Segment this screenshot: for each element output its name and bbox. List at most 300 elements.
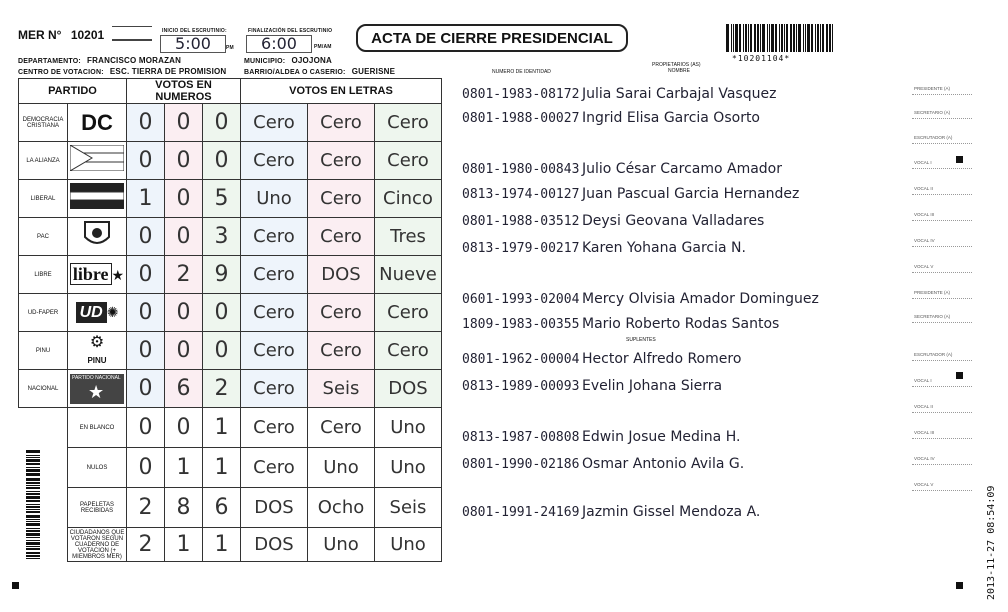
member-id: 0813-1989-00093 [462,379,580,394]
substitutes-signature-line [462,372,907,394]
municipality-label: MUNICIPIO: [244,58,286,65]
summary-digit: 0 [127,408,165,448]
barcode-bar [26,546,40,547]
barcode-bar [769,24,771,52]
party-name: LIBRE [19,256,68,294]
party-row [19,370,442,408]
member-name: Jazmin Gissel Mendoza A. [582,504,761,520]
barcode-bar [731,24,732,52]
role-line [912,298,972,299]
substitutes-signature-line [462,450,907,472]
end-time: 6:00 [246,35,312,53]
member-name: Julio César Carcamo Amador [582,161,782,177]
member-id: 0813-1979-00217 [462,241,580,256]
owners-signature-line [462,180,907,202]
barcode-bar [798,24,801,52]
party-row [19,332,442,370]
role-label: PRESIDENTE (A) [914,290,951,295]
barcode-bar [739,24,741,52]
role-line [912,246,972,247]
role-line [912,412,972,413]
vote-word: Cero [241,332,308,370]
member-id: 0801-1983-08172 [462,87,580,102]
owners-signature-line [462,104,907,126]
barcode-bar [735,24,738,52]
member-name: Karen Yohana Garcia N. [582,240,746,256]
barcode-bar [781,24,784,52]
summary-row [19,488,442,528]
member-name: Deysi Geovana Valladares [582,213,765,229]
summary-digit: 2 [127,488,165,528]
summary-word: Uno [375,528,442,562]
barcode-bar [790,24,793,52]
barcode-bar [26,515,40,518]
summary-word: Cero [241,408,308,448]
registration-mark [956,582,963,589]
vote-word: Tres [375,218,442,256]
liberal-flag-icon [70,183,124,209]
vote-word: Cero [241,256,308,294]
side-barcode [26,450,40,560]
summary-row [19,448,442,488]
vote-digit: 0 [203,294,241,332]
role-line [912,118,972,119]
summary-digit: 6 [203,488,241,528]
barcode-bar [754,24,757,52]
barcode-bar [26,540,40,541]
summary-word: DOS [241,528,308,562]
member-name: Evelin Johana Sierra [582,378,723,394]
barcode-bar [26,467,40,468]
member-name: Mercy Olvisia Amador Dominguez [582,291,819,307]
village-label: BARRIO/ALDEA O CASERIO: [244,69,346,76]
municipality-value: OJOJONA [291,56,332,65]
pinu-logo-text: PINU [87,355,107,365]
party-row [19,180,442,218]
vote-word: Cero [375,142,442,180]
vote-digit: 6 [165,370,203,408]
pac-shield-icon [82,219,112,249]
start-suffix: PM [226,45,234,51]
vote-digit: 0 [203,104,241,142]
registration-mark [956,156,963,163]
role-label: VOCAL V [914,264,934,269]
summary-digit: 1 [165,528,203,562]
role-line [912,168,972,169]
party-name: UD-FAPER [19,294,68,332]
summary-digit: 1 [203,528,241,562]
vote-word: Cero [375,294,442,332]
municipality-row [244,56,332,65]
barcode-text: *10201104* [732,54,791,63]
role-line [912,194,972,195]
vote-digit: 0 [127,332,165,370]
member-name: Ingrid Elisa Garcia Osorto [582,110,761,126]
center-label: CENTRO DE VOTACION: [18,69,104,76]
vote-digit: 0 [127,142,165,180]
role-label: VOCAL III [914,430,935,435]
vote-word: Cero [241,294,308,332]
role-line [912,490,972,491]
member-name: Juan Pascual Garcia Hernandez [582,186,800,202]
party-row [19,256,442,294]
barcode-bar [757,24,759,52]
center-row [18,67,226,76]
scan-timestamp: 2013-11-27 08:54:09 [986,485,997,600]
barcode-bar [762,24,765,52]
summary-word: Uno [375,448,442,488]
barcode-bar [26,478,40,481]
barcode-bar [26,528,40,529]
summary-digit: 8 [165,488,203,528]
barcode-bar [26,506,40,509]
mer-label-text: MER N° [18,28,62,42]
member-id: 0801-1990-02186 [462,457,580,472]
party-row [19,142,442,180]
party-row [19,294,442,332]
barcode-bar [779,24,780,52]
barcode-bar [26,533,40,536]
pinu-emblem-icon: ⚙ [89,333,105,351]
summary-word: Seis [375,488,442,528]
dc-logo-text: DC [81,109,113,135]
summary-digit: 1 [203,448,241,488]
owners-header: PROPIETARIOS (AS) [652,62,701,68]
summary-digit: 1 [203,408,241,448]
barcode-bar [26,474,40,476]
barcode-bar [26,487,40,490]
barcode-bar [26,496,40,499]
barcode-bar [767,24,768,52]
vote-word: Cero [375,104,442,142]
member-name: Edwin Josue Medina H. [582,429,741,445]
member-id: 0801-1988-03512 [462,214,580,229]
barcode-bar [815,24,816,52]
role-label: VOCAL II [914,404,933,409]
vote-digit: 0 [165,104,203,142]
role-line [912,272,972,273]
end-suffix: PM/AM [314,44,332,50]
barcode-bar [26,509,40,510]
barcode-bar [803,24,804,52]
barcode-bar [26,459,40,462]
summary-word: Ocho [308,488,375,528]
barcode-bar [26,500,40,502]
vote-digit: 0 [127,218,165,256]
party-name: DEMOCRACIA CRISTIANA [19,104,68,142]
barcode-bar [726,24,729,52]
role-line [912,360,972,361]
nacional-logo-text: PARTIDO NACIONAL [72,374,121,381]
barcode-bar [26,542,40,545]
member-name: Hector Alfredo Romero [582,351,742,367]
party-logo-icon [68,256,127,294]
barcode-bar [26,463,40,465]
star-icon: ★ [111,267,125,283]
vote-word: Cero [241,142,308,180]
vote-word: DOS [308,256,375,294]
summary-word: DOS [241,488,308,528]
barcode-bar [760,24,761,52]
substitutes-signature-line [462,498,907,520]
vote-word: Uno [241,180,308,218]
barcode-bar [822,24,824,52]
vote-digit: 2 [165,256,203,294]
barcode-bar [820,24,821,52]
registration-mark [12,582,19,589]
alianza-flag-icon [70,145,124,171]
votes-table-header [19,79,442,104]
role-label: VOCAL I [914,378,932,383]
document-title: ACTA DE CIERRE PRESIDENCIAL [356,24,628,52]
vote-word: Cero [308,218,375,256]
vote-digit: 0 [165,332,203,370]
barcode-bar [26,558,40,559]
vote-digit: 0 [165,142,203,180]
barcode-bar [750,24,752,52]
member-name: Osmar Antonio Avila G. [582,456,745,472]
barcode-bar [784,24,785,52]
barcode-bar [832,24,833,52]
member-id: 0801-1962-00004 [462,352,580,367]
party-row [19,218,442,256]
owners-signature-line [462,155,907,177]
owners-signature-line [462,80,907,102]
party-logo-icon [68,218,127,256]
vote-digit: 9 [203,256,241,294]
role-label: SECRETARIO (A) [914,314,951,319]
member-id: 0813-1974-00127 [462,187,580,202]
owners-signature-line [462,234,907,256]
vote-word: Cinco [375,180,442,218]
party-row [19,104,442,142]
party-logo-icon [68,142,127,180]
vote-word: Cero [241,370,308,408]
name-header: NOMBRE [668,68,690,74]
barcode-bar [745,24,748,52]
member-id: 0801-1980-00843 [462,162,580,177]
vote-word: Cero [241,218,308,256]
party-name: LIBERAL [19,180,68,218]
vote-digit: 0 [127,256,165,294]
vote-digit: 3 [203,218,241,256]
member-id: 0813-1987-00808 [462,430,580,445]
start-label: INICIO DEL ESCRUTINIO: [162,28,227,34]
member-name: Mario Roberto Rodas Santos [582,316,780,332]
barcode-bar [26,548,40,550]
vote-digit: 0 [165,180,203,218]
barcode-bar [829,24,831,52]
summary-row [19,528,442,562]
barcode-bar [826,24,829,52]
owners-signature-line [462,207,907,229]
ud-logo-text: UD [76,302,107,323]
barcode-bar [26,537,40,539]
cne-logo-icon [112,26,152,41]
vote-word: Cero [308,180,375,218]
vote-word: Cero [241,104,308,142]
summary-word: Cero [241,448,308,488]
end-label: FINALIZACIÓN DEL ESCRUTINIO [248,28,333,34]
vote-digit: 0 [127,370,165,408]
barcode-bar [733,24,735,52]
summary-row [19,408,442,448]
barcode-bar [26,493,40,495]
libre-logo-text: libre [70,263,112,285]
role-label: VOCAL III [914,212,935,217]
vote-digit: 0 [203,332,241,370]
barcode-bar [26,485,40,486]
role-label: VOCAL II [914,186,933,191]
party-logo-icon [68,294,127,332]
barcode-bar [775,24,777,52]
vote-digit: 2 [203,370,241,408]
member-id: 1809-1983-00355 [462,317,580,332]
barcode-bar [26,473,40,474]
sun-icon: ✺ [106,303,119,320]
role-line [912,94,972,95]
center-value: ESC. TIERRA DE PROMISION [109,67,227,76]
role-line [912,386,972,387]
vote-word: Cero [375,332,442,370]
member-name: Julia Sarai Carbajal Vasquez [582,86,777,102]
party-name: PAC [19,218,68,256]
barcode-bar [805,24,807,52]
summary-word: Cero [308,408,375,448]
substitutes-signature-line [462,423,907,445]
summary-digit: 0 [165,408,203,448]
role-label: VOCAL IV [914,238,935,243]
barcode-bar [26,530,40,532]
party-name: PINU [19,332,68,370]
mer-number: 10201 [70,28,105,42]
summary-word: Uno [308,448,375,488]
role-line [912,322,972,323]
role-label: PRESIDENTE (A) [914,86,951,91]
summary-digit: 0 [127,448,165,488]
barcode-bar [807,24,810,52]
summary-digit: 1 [165,448,203,488]
barcode-bar [748,24,749,52]
vote-digit: 0 [165,218,203,256]
barcode-bar [26,504,40,505]
nacional-flag-icon [70,374,124,404]
vote-digit: 0 [165,294,203,332]
summary-label: NULOS [68,448,127,488]
barcode-bar [26,457,40,459]
vote-word: Cero [308,294,375,332]
department-row [18,56,181,65]
party-logo-icon [68,370,127,408]
member-id: 0601-1993-02004 [462,292,580,307]
barcode-bar [26,523,40,526]
header-votes-numbers: VOTOS EN NUMEROS [127,79,241,104]
barcode-bar [26,455,40,456]
vote-digit: 0 [127,104,165,142]
summary-word: Uno [308,528,375,562]
village-row [244,67,395,76]
barcode-bar [26,482,40,484]
member-id: 0801-1988-00027 [462,111,580,126]
vote-digit: 0 [203,142,241,180]
role-label: VOCAL IV [914,456,935,461]
vote-digit: 0 [127,294,165,332]
vote-word: DOS [375,370,442,408]
barcode-bar [796,24,797,52]
star-icon: ★ [88,381,105,402]
village-value: GUERISNE [351,67,396,76]
barcode-bar [26,450,40,453]
role-line [912,143,972,144]
role-line [912,464,972,465]
header-barcode [726,24,834,52]
mer-label [18,28,104,42]
barcode-bar [26,555,40,557]
barcode-bar [786,24,788,52]
role-line [912,438,972,439]
department-label: DEPARTAMENTO: [18,58,81,65]
vote-word: Cero [308,104,375,142]
department-value: FRANCISCO MORAZAN [87,56,182,65]
barcode-bar [793,24,795,52]
barcode-bar [811,24,813,52]
substitutes-header: SUPLENTES [626,337,656,343]
summary-digit: 2 [127,528,165,562]
party-logo-icon [68,180,127,218]
party-name: NACIONAL [19,370,68,408]
barcode-bar [26,521,40,522]
role-label: VOCAL V [914,482,934,487]
substitutes-signature-line [462,345,907,367]
role-line [912,220,972,221]
role-label: VOCAL I [914,160,932,165]
vote-word: Seis [308,370,375,408]
vote-word: Cero [308,332,375,370]
barcode-bar [26,519,40,521]
start-time: 5:00 [160,35,226,53]
barcode-bar [26,511,40,513]
barcode-bar [26,469,40,472]
vote-digit: 5 [203,180,241,218]
header-votes-letters: VOTOS EN LETRAS [241,79,442,104]
summary-word: Uno [375,408,442,448]
summary-label: EN BLANCO [68,408,127,448]
vote-word: Nueve [375,256,442,294]
barcode-bar [817,24,820,52]
barcode-bar [743,24,744,52]
registration-mark [956,372,963,379]
role-label: ESCRUTADOR (A) [914,135,953,140]
role-label: ESCRUTADOR (A) [914,352,953,357]
member-id: 0801-1991-24169 [462,505,580,520]
summary-label: CIUDADANOS QUE VOTARON SEGUN CUADERNO DE VOTACION (+ MIEMBROS MER) [68,528,127,562]
party-logo-icon [68,104,127,142]
owners-signature-line [462,285,907,307]
owners-signature-line [462,310,907,332]
barcode-bar [26,552,40,555]
vote-word: Cero [308,142,375,180]
vote-digit: 1 [127,180,165,218]
party-logo-icon [68,332,127,370]
party-name: LA ALIANZA [19,142,68,180]
barcode-bar [26,491,40,492]
role-label: SECRETARIO (A) [914,110,951,115]
id-header: NUMERO DE IDENTIDAD [492,69,551,75]
barcode-bar [771,24,774,52]
votes-table [18,78,442,562]
summary-label: PAPELETAS RECIBIDAS [68,488,127,528]
header-party: PARTIDO [19,79,127,104]
